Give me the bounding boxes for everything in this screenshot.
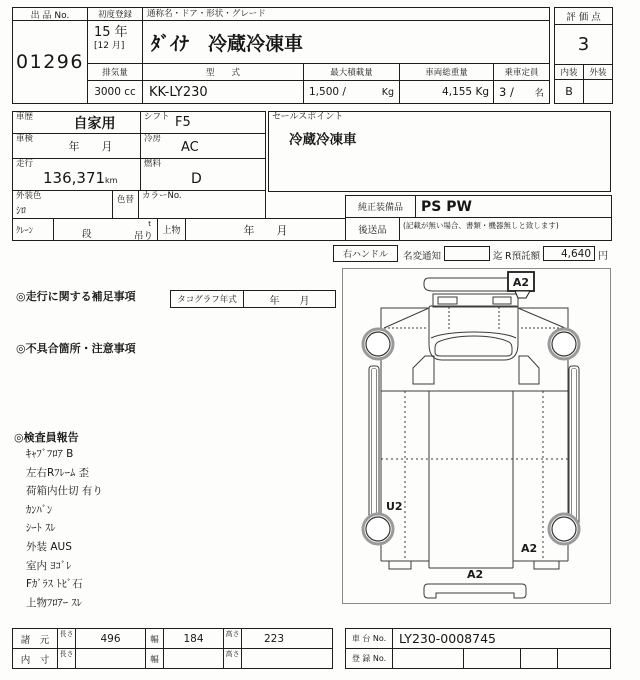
- mileage-unit: km: [105, 176, 118, 185]
- inspection-label: 車検: [16, 134, 34, 144]
- interior-grade-cell: [554, 79, 584, 104]
- name-change-label: 名変通知: [403, 251, 442, 262]
- quarter-panel-left: [413, 356, 434, 384]
- damage-mark-left-rear: U2: [386, 500, 403, 513]
- exterior-color-label: 外装色: [16, 191, 42, 201]
- side-rail-left: [369, 366, 379, 531]
- upper-body-label: 上物: [162, 226, 181, 236]
- cab-roof-edge: [431, 332, 516, 338]
- upper-body-value: 年 月: [243, 223, 288, 237]
- spec-width-cell: [163, 628, 224, 649]
- grade-header: [554, 7, 613, 25]
- color-change-label: 色替: [116, 195, 134, 205]
- capacity-unit: 名: [534, 88, 544, 99]
- gross-weight-value: 4,155 Kg: [442, 86, 489, 98]
- max-load-header: [303, 63, 400, 81]
- sales-point-box: [268, 111, 611, 192]
- color-no-cell: [138, 190, 266, 219]
- later-items-header: [345, 217, 400, 241]
- spec-length-cell: [75, 628, 146, 649]
- front-bumper: [424, 278, 514, 291]
- displacement-cell: [87, 80, 143, 104]
- oem-equipment-value: PS PW: [421, 198, 472, 215]
- spec-height-value: 223: [264, 632, 285, 645]
- windshield: [435, 336, 512, 356]
- oem-equipment-header: [345, 195, 416, 218]
- fuel-label: 燃料: [144, 159, 162, 169]
- grade-value: 3: [577, 34, 590, 55]
- shift-label: シフト: [144, 112, 170, 122]
- grade-label: 評 価 点: [566, 12, 601, 23]
- displacement-label: 排気量: [102, 68, 128, 78]
- inspector-report-item: 荷箱内仕切 有り: [26, 485, 103, 498]
- inner-length-cell: [75, 648, 146, 669]
- mud-flap-right: [534, 561, 559, 569]
- crane-lift-unit: t: [148, 220, 151, 228]
- model-label: 型 式: [205, 68, 240, 78]
- lot-number-value: 01296: [16, 51, 84, 73]
- vehicle-name-label: 通称名・ドア・形状・グレード: [147, 9, 266, 19]
- inner-label: 内 寸: [20, 654, 50, 666]
- capacity-label: 乗車定員: [504, 68, 539, 78]
- cab-outline: [429, 306, 518, 360]
- aircon-cell: [140, 133, 266, 159]
- inspector-report-item: ｷｬﾌﾞﾌﾛｱ B: [26, 448, 74, 460]
- steering-box: [333, 245, 398, 262]
- first-registration-header: [87, 7, 143, 21]
- damage-diagram-box: [342, 268, 611, 604]
- later-items-cell: [399, 217, 612, 241]
- crane-label: ｸﾚｰﾝ: [16, 226, 34, 236]
- cab-front-panel: [433, 294, 518, 307]
- max-load-value: 1,500 /: [309, 86, 346, 98]
- quarter-panel-right: [519, 356, 539, 384]
- inspector-report-list: [26, 445, 276, 612]
- exterior-color-value: ｼﾛ: [16, 206, 26, 217]
- yen-label: 円: [598, 251, 608, 262]
- shift-value: F5: [175, 115, 191, 130]
- vehicle-name-value: ﾀﾞｲﾅ 冷蔵冷凍車: [151, 32, 304, 55]
- damage-mark-rear: A2: [467, 568, 484, 581]
- damage-mark-right-rear: A2: [521, 542, 538, 555]
- tachograph-label: タコグラフ年式: [177, 295, 237, 305]
- deposit-cell: [543, 246, 595, 261]
- interior-grade-value: B: [565, 85, 573, 98]
- wheel-front-left: [363, 329, 393, 359]
- spec-label: 諸 元: [20, 634, 50, 646]
- exterior-header: [583, 64, 613, 80]
- steering-label: 右ハンドル: [342, 250, 388, 260]
- aircon-value: AC: [181, 140, 199, 155]
- inspector-report-item: ｼｰﾄ ｽﾚ: [26, 522, 56, 535]
- spec-width-header: 幅: [145, 628, 164, 649]
- tachograph-header: [170, 290, 244, 308]
- mirror-line-right: [518, 308, 565, 328]
- color-change-cell: [112, 190, 139, 219]
- crane-spec-cell: [53, 218, 158, 241]
- capacity-header: [493, 63, 550, 81]
- oem-equipment-label: 純正装備品: [357, 203, 403, 213]
- upper-body-header: [157, 218, 186, 241]
- inspection-cell: [12, 133, 141, 159]
- max-load-unit: Kg: [381, 86, 394, 98]
- inner-height-cell: [241, 648, 333, 669]
- inspector-report-item: ｶﾝﾊﾞﾝ: [26, 503, 53, 516]
- spec-width-value: 184: [183, 632, 204, 645]
- vehicle-name-header: [142, 7, 550, 21]
- inspector-report-item: 室内 ﾖｺﾞﾚ: [26, 559, 72, 572]
- chassis-no-value: LY230-0008745: [399, 631, 496, 646]
- lot-number-header: [12, 7, 88, 21]
- exterior-grade-value: [584, 80, 612, 103]
- gross-weight-label: 車両総重量: [425, 68, 468, 78]
- inner-width-cell: [163, 648, 224, 669]
- upper-body-cell: [185, 218, 346, 241]
- deposit-label: R預託額: [505, 251, 541, 262]
- mileage-note-title: ◎走行に関する補足事項: [16, 290, 136, 303]
- cargo-body: [381, 391, 568, 561]
- interior-header: [554, 64, 584, 80]
- model-value: KK-LY230: [149, 84, 208, 100]
- spec-row-header: [12, 628, 58, 649]
- inspector-report-item: 上物ﾌﾛｱｰ ｽﾚ: [26, 596, 82, 609]
- mileage-value: 136,371: [43, 169, 106, 187]
- model-header: [142, 63, 304, 81]
- capacity-value: 3 /: [499, 85, 514, 99]
- spec-height-cell: [241, 628, 333, 649]
- history-value: 自家用: [73, 115, 116, 132]
- spec-height-header: 高さ: [223, 628, 242, 649]
- registration-no-label: 登 録 No.: [351, 654, 387, 663]
- inner-row-header: [12, 648, 58, 669]
- later-items-label: 後送品: [358, 225, 387, 236]
- first-registration-label: 初度登録: [97, 10, 132, 20]
- mirror-line-left: [384, 308, 429, 328]
- first-registration-cell: [87, 20, 143, 64]
- inspector-report-title: ◎検査員報告: [14, 431, 79, 444]
- wheel-rear-left: [363, 514, 393, 544]
- fuel-value: D: [191, 171, 202, 187]
- chassis-no-cell: [392, 628, 611, 649]
- exterior-grade-cell: [583, 79, 613, 104]
- inspector-report-item: 外装 AUS: [26, 540, 72, 553]
- displacement-header: [87, 63, 143, 81]
- inner-height-header: 高さ: [223, 648, 242, 669]
- sales-point-value: 冷蔵冷凍車: [289, 132, 357, 148]
- tachograph-cell: [243, 290, 336, 308]
- name-change-field: [444, 246, 490, 261]
- spec-length-header: 長さ: [57, 628, 76, 649]
- history-cell: [12, 111, 141, 134]
- inspector-report-item: Fｶﾞﾗｽ ﾄﾋﾞ石: [26, 578, 83, 591]
- defect-title: ◎不具合箇所・注意事項: [16, 342, 136, 355]
- lot-number-cell: [12, 20, 88, 104]
- later-items-note: (記載が無い場合、書類・機器無しと致します): [403, 221, 559, 230]
- cab-vent-right: [493, 297, 511, 304]
- wheel-rear-right: [549, 514, 579, 544]
- crane-stage-label: 段: [82, 229, 92, 240]
- truck-top-view-diagram: [343, 269, 610, 603]
- gross-weight-header: [399, 63, 494, 81]
- max-load-cell: [303, 80, 400, 104]
- rear-bumper: [424, 584, 526, 598]
- gross-weight-cell: [399, 80, 494, 104]
- displacement-value: 3000 cc: [94, 86, 136, 98]
- crane-cell: [12, 218, 54, 241]
- exterior-label: 外装: [589, 68, 607, 78]
- capacity-cell: [493, 80, 550, 104]
- interior-label: 内装: [560, 68, 578, 78]
- spec-length-value: 496: [100, 632, 121, 645]
- cargo-floor: [429, 391, 513, 568]
- fuel-cell: [140, 158, 266, 191]
- chassis-no-label: 車 台 No.: [351, 634, 387, 643]
- side-rail-right: [569, 366, 579, 531]
- chassis-no-header: [345, 628, 393, 649]
- registration-no-header: [345, 648, 393, 669]
- inner-length-header: 長さ: [57, 648, 76, 669]
- aircon-label: 冷房: [144, 134, 162, 144]
- mud-flap-left: [389, 561, 411, 569]
- damage-mark-front: A2: [512, 276, 530, 289]
- mileage-label: 走行: [16, 159, 34, 169]
- inspection-value: 年 月: [68, 140, 113, 153]
- model-cell: [142, 80, 304, 104]
- color-no-label: カラーNo.: [142, 191, 182, 201]
- first-registration-month: [12 月]: [94, 41, 125, 51]
- registration-no-cell-4: [557, 648, 611, 669]
- wheel-front-right: [549, 329, 579, 359]
- lot-number-label: 出 品 No.: [30, 10, 70, 21]
- cab-vent-left: [438, 297, 457, 304]
- registration-no-cell-1: [392, 648, 464, 669]
- vehicle-name-cell: [142, 20, 550, 64]
- mileage-cell: [12, 158, 141, 191]
- first-registration-year: 15 年: [94, 25, 128, 40]
- grade-cell: [554, 24, 613, 65]
- inner-width-header: 幅: [145, 648, 164, 669]
- registration-no-cell-2: [463, 648, 521, 669]
- until-label: 迄: [493, 251, 503, 262]
- registration-no-cell-3: [520, 648, 558, 669]
- tachograph-value: 年 月: [269, 295, 310, 307]
- max-load-label: 最大積載量: [330, 68, 373, 78]
- crane-lift-label: 吊り: [133, 231, 153, 242]
- history-label: 車歴: [16, 112, 34, 122]
- oem-equipment-cell: [415, 195, 612, 218]
- shift-cell: [140, 111, 266, 134]
- deposit-value: 4,640: [560, 247, 591, 260]
- sales-point-label: セールスポイント: [272, 112, 344, 122]
- exterior-color-cell: [12, 190, 113, 219]
- inspector-report-item: 左右Rﾌﾚｰﾑ 歪: [26, 466, 90, 479]
